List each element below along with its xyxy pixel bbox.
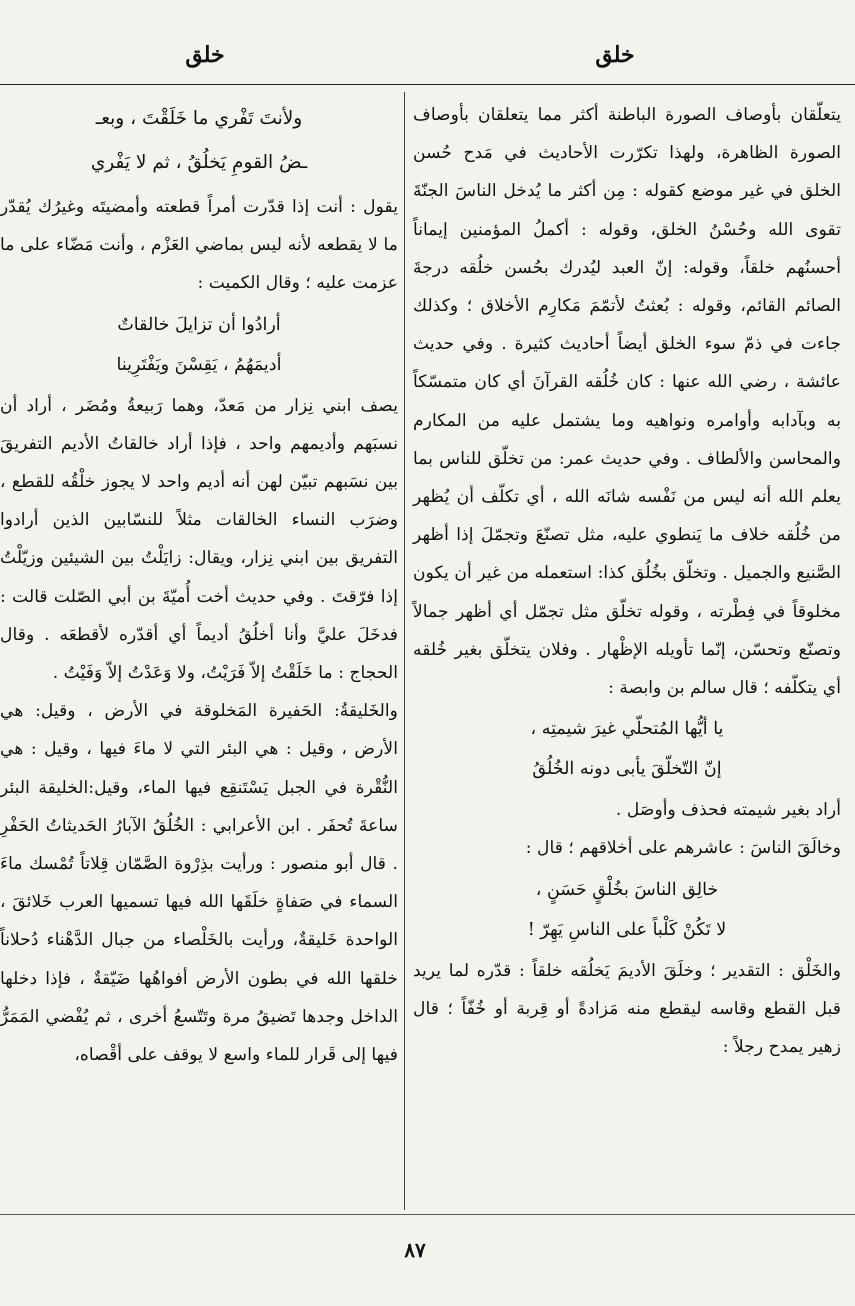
right-verse-2-line-1: خالِق الناسَ بخُلْقٍ حَسَنٍ ، — [535, 879, 719, 900]
left-paragraph-1: يقول : أنت إذا قدّرت أمراً قطعته وأمضيتَه وغيرُك يُقدّر ما لا يقطعه لأنه ليس بماضي العَزْم ، وأنت مَضّاء على ما عزمت عليه ؛ وقال الكميت : — [0, 197, 398, 294]
footer-rule — [0, 1214, 855, 1215]
right-verse-2-line-2: لا تَكُنْ كَلْباً على الناسِ يَهِرّ ! — [527, 919, 727, 940]
right-verse-1-line-2: إنّ التّخلّقَ يأبى دونه الخُلُقُ — [532, 759, 722, 780]
right-verse-1-line-1: يا أيُّها المُتحلّي غيرَ شيمتِه ، — [530, 719, 724, 740]
left-verse-1-line-2: أديمَهُمُ ، يَقِسْنَ ويَفْتَرِينا — [116, 354, 282, 375]
right-column — [413, 96, 841, 1066]
right-paragraph-2: أراد بغير شيمته فحذف وأوصَل . — [615, 800, 841, 821]
left-paragraph-2: يصف ابني نِزار من مَعدّ، وهما رَبيعةُ ومُضَر ، أراد أن نسبَهم وأديمهم واحد ، فإذا أراد خالقاتُ الأديم التفريقَ بين نسَبهم تبيّن لهن أنه أديم واحد لا يجوز خلْقُه للقطع ، وضرَب النساء الخالقات مثلاً للنسّابين الذين أرادوا التفريق بين ابني نِزار، ويقال: زايَلْتُ بين الشيئين وزيّلْتُ إذا فرّقتَ . وفي حديث أخت أُميّةَ بن أبي الصّلت قالت : فدخَلَ عليَّ وأنا أخلُقُ أديماً أي أقدّره لأقطعَه . وقال الحجاج : ما خَلَقْتُ إلاّ فَرَيْتُ، ولا وَعَدْتُ إلاّ وَفَيْتُ . — [0, 395, 398, 684]
left-paragraph-3: والخَليقةُ: الحَفيرة المَخلوقة في الأرض ، وقيل: هي الأرض ، وقيل : هي البئر التي لا ماءَ فيها ، وقيل : هي النُّقْرة في الجبل يَسْتَنقِع فيها الماء، وقيل:الخليقة البئر ساعةَ تُحفَر . ابن الأعرابي : الخُلُقُ الآبارُ الحَديثاتُ الحَفْرِ . قال أبو منصور : ورأيت بذِرْوة الصَّمّان قِلاتاً تُمْسك ماءَ السماء في صَفاةٍ خلَقَها الله فيها تسميها العرب خَلائقَ ، الواحدة خَليقةٌ، ورأيت بالخَلْصاء من جبال الدَّهْناء دُحلاناً خلقها الله في بطون الأرض أفواهُها ضَيّقةٌ ، فإذا دخلها الداخل وجدها تَضيقُ مرة وتَتّسعُ أخرى ، ثم يُفْضي المَمَرُّ فيها إلى قَرار للماء واسع لا يوقف على أقْصاه، — [0, 701, 398, 1066]
left-verse-0-line-1: ولأنتَ تَفْري ما خَلَقْتَ ، وبعـ — [95, 108, 303, 129]
left-verse-0-line-2: ـضُ القومِ يَخلُقُ ، ثم لا يَفْري — [90, 152, 308, 173]
header-left-word: خلق — [185, 42, 225, 68]
header-rule — [0, 84, 855, 85]
right-paragraph-1: يتعلّقان بأوصاف الصورة الباطنة أكثر مما يتعلقان بأوصاف الصورة الظاهرة، ولهذا تكرّرت الأحاديث في مَدح حُسن الخلق في غير موضع كقوله : مِن أكثر ما يُدخل الناسَ الجنّةَ تقوى الله وحُسْنُ الخلق، وقوله : أكملُ المؤمنين إيماناً أحسنُهم خلقاً، وقوله: إنّ العبد ليُدرك بحُسن خلُقه درجةَ الصائم القائم، وقوله : بُعثتُ لأتمّمَ مَكارِم الأخلاق ؛ وكذلك جاءت في ذمّ سوء الخلق أيضاً أحاديث كثيرة . وفي حديث عائشة ، رضي الله عنها : كان خُلُقه القرآنَ أي كان متمسّكاً به وبآدابه وأوامره ونواهيه وما يشتمل عليه من المكارم والمحاسن والألطاف . وفي حديث عمر: من تخلّق للناس بما يعلم الله أنه ليس من نَفْسه شانَه الله ، أي تكلّف أن يُظهر من خُلُقه خلاف ما يَنطوي عليه، مثل تصنّعَ وتجمّلَ إذا أظهر الصَّنيع والجميل . وتخلّق بخُلُق كذا: استعمله من غير أن يكون مخلوقاً في فِطْرته ، وقوله تخلّق مثل تجمّل أي أظهر جمالاً وتصنّع وتحسّن، إنّما تأويله الإظْهار . وفلان يتخلّق بغير خُلقه أي يتكلّفه ؛ قال سالم بن وابصة : — [413, 105, 841, 699]
left-verse-1-line-1: أرادُوا أن تزايلَ خالقاتٌ — [117, 314, 281, 335]
column-divider — [404, 92, 405, 1210]
right-paragraph-4: والخَلْق : التقدير ؛ وخلَقَ الأديمَ يَخلُقه خلقاً : قدّره لما يريد قبل القطع وقاسه ليقطع منه مَزادةً أو قِربة أو خُفّاً ؛ قال زهير يمدح رجلاً : — [413, 960, 841, 1058]
page-number: ٨٧ — [404, 1238, 426, 1262]
left-column — [0, 96, 398, 1074]
header-right-word: خلق — [595, 42, 635, 68]
right-paragraph-3: وخالَقَ الناسَ : عاشرهم على أخلاقهم ؛ قال : — [525, 838, 841, 859]
